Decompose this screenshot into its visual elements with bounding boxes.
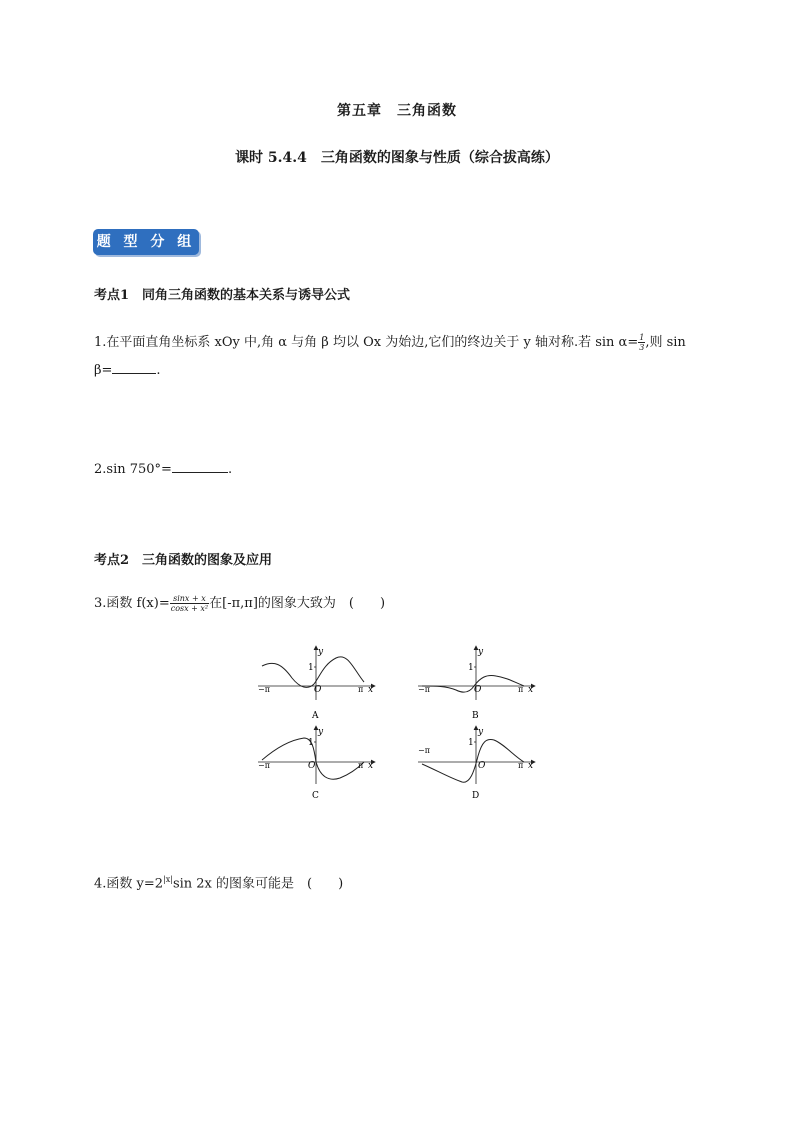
graph-a-label-pi: π xyxy=(358,685,364,694)
topic-1-heading: 考点1 同角三角函数的基本关系与诱导公式 xyxy=(94,288,351,303)
graph-a-label-1: 1 xyxy=(308,663,314,673)
lesson-title: 课时 5.4.4 三角函数的图象与性质（综合拔高练） xyxy=(235,150,559,166)
graph-d-label-x: x xyxy=(528,761,534,771)
q2-text-b: . xyxy=(227,462,233,477)
q4-exponent: |x| xyxy=(163,875,173,884)
q1-text-a: 1.在平面直角坐标系 xOy 中,角 α 与角 β 均以 Ox 为始边,它们的终边关于 y 轴对称.若 sin α= xyxy=(94,335,639,350)
q1-text-d: . xyxy=(156,363,161,378)
q4-text-a: 4.函数 y=2 xyxy=(94,876,164,892)
graph-d-label-origin: O xyxy=(478,761,486,771)
graph-d-option-label: D xyxy=(472,791,480,801)
question-2 xyxy=(94,458,232,480)
q3-frac-num: sinx + x xyxy=(170,594,209,604)
graph-c-label-y: y xyxy=(318,727,324,737)
q1-frac-den: 3 xyxy=(639,343,645,352)
q1-text-b: ,则 sin xyxy=(645,335,686,350)
graph-c-label-x: x xyxy=(368,761,374,771)
graph-b-label-origin: O xyxy=(474,685,482,695)
q3-text-b: 在[-π,π]的图象大致为 ( ) xyxy=(209,596,386,611)
question-3 xyxy=(94,594,385,614)
graph-b-label-pi: π xyxy=(518,685,524,694)
question-1 xyxy=(94,333,714,381)
graph-option-c[interactable] xyxy=(258,726,375,801)
graph-c-label-1: 1 xyxy=(308,738,314,748)
q3-fraction xyxy=(170,594,209,613)
graph-d-label-pi: π xyxy=(518,761,524,770)
graph-d-label-1: 1 xyxy=(468,738,474,748)
topic-2-heading: 考点2 三角函数的图象及应用 xyxy=(94,553,273,568)
graph-c-label-origin: O xyxy=(308,761,316,771)
graph-a-label-neg-pi: −π xyxy=(258,685,270,694)
graph-c-option-label: C xyxy=(312,791,319,801)
q1-answer-blank[interactable] xyxy=(112,359,156,374)
graph-d-label-y: y xyxy=(478,727,484,737)
graph-b-curve xyxy=(422,675,524,692)
graph-option-a[interactable] xyxy=(258,646,375,721)
graph-b-label-neg-pi: −π xyxy=(418,685,430,694)
graph-b-label-1: 1 xyxy=(468,663,474,673)
q4-text-b: sin 2x 的图象可能是 ( ) xyxy=(172,876,344,892)
graph-a-label-y: y xyxy=(318,647,324,657)
graph-c-label-neg-pi: −π xyxy=(258,761,270,770)
q1-frac-num: 1 xyxy=(639,333,645,342)
graph-c-label-pi: π xyxy=(358,761,364,770)
q3-frac-den: cosx + x² xyxy=(170,604,209,613)
section-badge: 题 型 分 组 xyxy=(93,229,199,255)
graph-b-option-label: B xyxy=(472,711,479,721)
graph-a-label-origin: O xyxy=(314,685,322,695)
graph-option-b[interactable] xyxy=(418,646,535,721)
q3-graphs xyxy=(250,640,550,805)
q2-answer-blank[interactable] xyxy=(172,458,228,473)
graph-b-label-x: x xyxy=(528,685,534,695)
chapter-title: 第五章 三角函数 xyxy=(337,103,457,119)
q3-text-a: 3.函数 f(x)= xyxy=(94,596,170,611)
graph-a-label-x: x xyxy=(368,685,374,695)
q1-text-c: β= xyxy=(94,363,113,378)
q2-text-a: 2.sin 750°= xyxy=(94,462,172,477)
graph-b-label-y: y xyxy=(478,647,484,657)
graph-d-label-neg-pi: −π xyxy=(418,746,430,755)
graph-option-d[interactable] xyxy=(418,726,535,801)
graph-a-option-label: A xyxy=(312,711,319,721)
question-4 xyxy=(94,870,343,894)
